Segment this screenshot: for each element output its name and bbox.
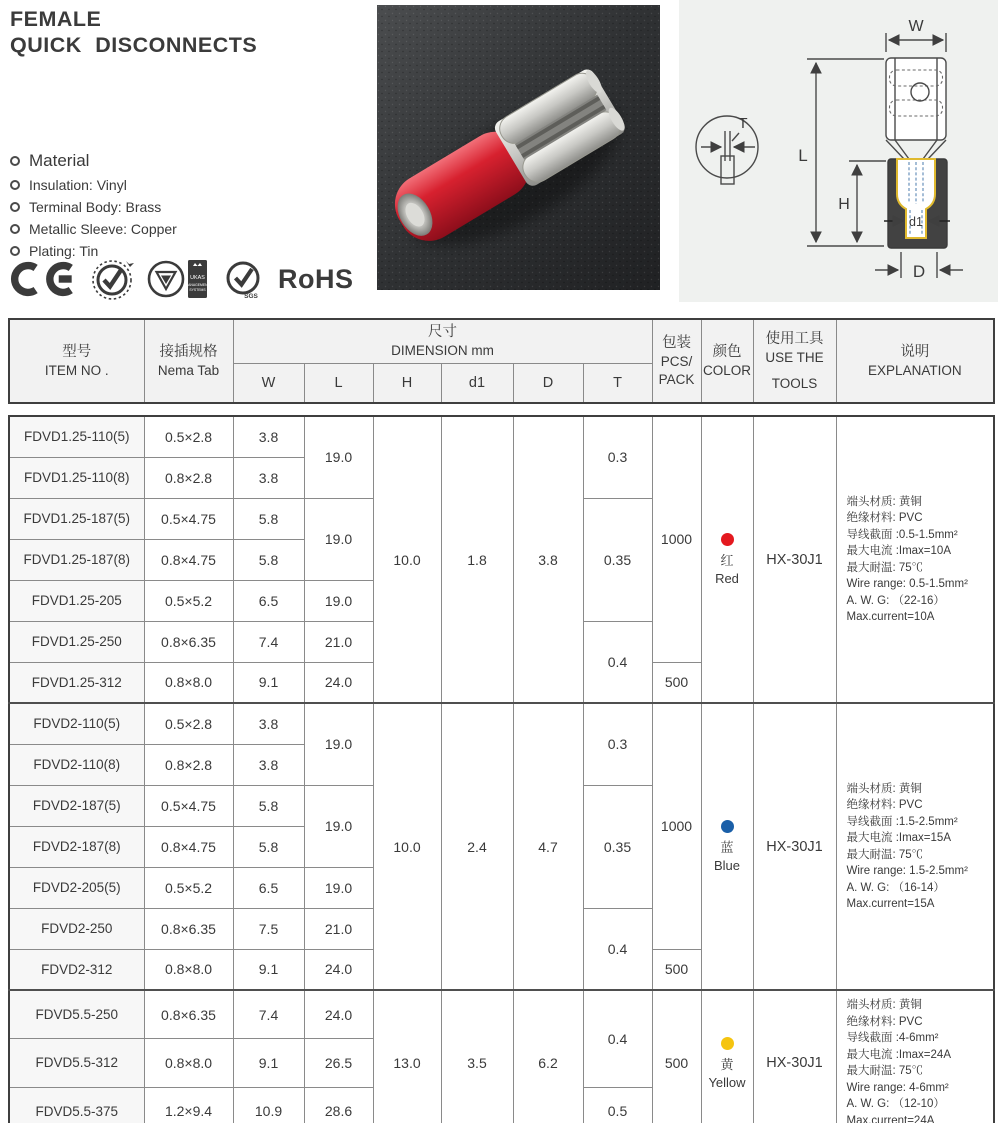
explanation-cell <box>836 703 994 990</box>
dim-w-cell: 7.5 <box>233 908 304 949</box>
dim-l-cell: 19.0 <box>304 867 373 908</box>
iso-ukas-badge-icon <box>146 257 210 301</box>
explanation-line: 端头材质: 黄铜 <box>846 782 922 795</box>
svg-text:UKAS: UKAS <box>190 275 205 281</box>
nema-tab-cell: 0.8×2.8 <box>144 744 233 785</box>
product-photo <box>377 5 660 290</box>
dim-l-cell: 21.0 <box>304 908 373 949</box>
item-no-cell: FDVD2-187(5) <box>9 785 144 826</box>
header-pack-en2: PACK <box>658 371 695 387</box>
nema-tab-cell: 0.8×8.0 <box>144 949 233 990</box>
dim-label-d1: d1 <box>909 215 923 229</box>
item-no-cell: FDVD2-110(5) <box>9 703 144 744</box>
nema-tab-cell: 0.8×8.0 <box>144 662 233 703</box>
dim-l-cell: 28.6 <box>304 1087 373 1123</box>
explanation-line: 最大电流 :Imax=15A <box>846 832 951 844</box>
explanation-line: 端头材质: 黄铜 <box>846 999 922 1011</box>
explanation-line: 导线截面 :1.5-2.5mm² <box>846 815 958 828</box>
color-name-zh: 蓝 <box>720 840 734 855</box>
item-no-cell: FDVD5.5-375 <box>9 1087 144 1123</box>
dim-d-cell: 3.8 <box>513 416 583 703</box>
nema-tab-cell: 1.2×9.4 <box>144 1087 233 1123</box>
col-header-d: D <box>513 363 583 403</box>
explanation-line: 端头材质: 黄铜 <box>846 495 922 508</box>
explanation-line: 绝缘材料: PVC <box>846 799 923 811</box>
nema-tab-cell: 0.8×2.8 <box>144 457 233 498</box>
col-header-t: T <box>583 363 652 403</box>
nema-tab-cell: 0.5×4.75 <box>144 785 233 826</box>
color-dot-icon <box>721 820 734 833</box>
dim-w-cell: 10.9 <box>233 1087 304 1123</box>
dim-h-cell: 10.0 <box>373 703 441 990</box>
list-item <box>10 199 177 215</box>
dim-label-h: H <box>838 196 850 213</box>
dim-w-cell: 5.8 <box>233 539 304 580</box>
header-nema-zh: 接插规格 <box>159 343 218 360</box>
col-header-explanation <box>836 319 994 403</box>
col-header-w: W <box>233 363 304 403</box>
explanation-line: Max.current=10A <box>846 611 935 623</box>
dim-label-t: T <box>738 115 748 132</box>
dim-w-cell: 9.1 <box>233 1039 304 1088</box>
nema-tab-cell: 0.8×6.35 <box>144 621 233 662</box>
header-tools-zh: 使用工具 <box>765 330 824 347</box>
dim-h-cell: 13.0 <box>373 990 441 1123</box>
explanation-line: Wire range: 4-6mm² <box>846 1081 949 1094</box>
svg-text:SGS: SGS <box>244 293 258 300</box>
rohs-label: RoHS <box>278 263 354 294</box>
explanation-line: A. W. G: （22-16） <box>846 594 945 607</box>
dim-l-cell: 26.5 <box>304 1039 373 1088</box>
item-no-cell: FDVD5.5-312 <box>9 1039 144 1088</box>
color-dot-icon <box>721 1037 734 1050</box>
explanation-line: Max.current=24A <box>846 1114 935 1123</box>
item-no-cell: FDVD2-187(8) <box>9 826 144 867</box>
explanation-line: Max.current=15A <box>846 898 935 910</box>
nema-tab-cell: 0.5×5.2 <box>144 867 233 908</box>
dim-l-cell: 24.0 <box>304 662 373 703</box>
dim-l-cell: 19.0 <box>304 498 373 580</box>
explanation-line: 最大电流 :Imax=24A <box>846 1048 951 1061</box>
dim-w-cell: 5.8 <box>233 498 304 539</box>
col-header-l: L <box>304 363 373 403</box>
material-plating: Plating: Tin <box>29 243 99 259</box>
pack-cell: 500 <box>652 662 701 703</box>
header-nema-en: Nema Tab <box>157 362 220 378</box>
explanation-line: 导线截面 :4-6mm² <box>846 1032 939 1044</box>
bullet-icon <box>10 246 20 256</box>
color-name-en: Red <box>715 571 739 586</box>
item-no-cell: FDVD1.25-110(8) <box>9 457 144 498</box>
dim-w-cell: 9.1 <box>233 662 304 703</box>
color-name-zh: 黄 <box>720 1056 734 1072</box>
nema-tab-cell: 0.5×4.75 <box>144 498 233 539</box>
dim-w-cell: 5.8 <box>233 826 304 867</box>
nema-tab-cell: 0.8×6.35 <box>144 990 233 1039</box>
explanation-line: 最大耐温: 75℃ <box>846 561 924 574</box>
dim-t-cell: 0.35 <box>583 785 652 908</box>
dim-t-cell: 0.35 <box>583 498 652 621</box>
pack-cell: 1000 <box>652 416 701 662</box>
tool-cell: HX-30J1 <box>753 703 836 990</box>
dim-t-cell: 0.4 <box>583 908 652 990</box>
dim-w-cell: 7.4 <box>233 621 304 662</box>
materials-list <box>10 151 177 265</box>
col-header-color <box>701 319 753 403</box>
col-header-item-no <box>9 319 144 403</box>
pack-cell: 500 <box>652 990 701 1123</box>
bullet-icon <box>10 224 20 234</box>
pack-cell: 1000 <box>652 703 701 949</box>
tool-cell: HX-30J1 <box>753 990 836 1123</box>
dim-t-cell: 0.4 <box>583 990 652 1087</box>
terminal-photo-illustration <box>377 5 660 290</box>
item-no-cell: FDVD5.5-250 <box>9 990 144 1039</box>
svg-text:SYSTEMS: SYSTEMS <box>189 288 206 292</box>
color-name-zh: 红 <box>720 553 734 568</box>
item-no-cell: FDVD1.25-250 <box>9 621 144 662</box>
dim-w-cell: 9.1 <box>233 949 304 990</box>
nema-tab-cell: 0.5×2.8 <box>144 416 233 457</box>
nema-tab-cell: 0.5×5.2 <box>144 580 233 621</box>
materials-heading: Material <box>29 151 90 170</box>
explanation-line: 导线截面 :0.5-1.5mm² <box>846 528 958 541</box>
dim-d1-cell: 1.8 <box>441 416 513 703</box>
nema-tab-cell: 0.8×4.75 <box>144 826 233 867</box>
explanation-line: A. W. G: （12-10） <box>846 1098 945 1110</box>
spec-table-header <box>8 318 995 404</box>
header-tools-en2: TOOLS <box>771 375 818 391</box>
material-metallic-sleeve: Metallic Sleeve: Copper <box>29 221 177 237</box>
dim-d1-cell: 3.5 <box>441 990 513 1123</box>
dim-w-cell: 3.8 <box>233 744 304 785</box>
item-no-cell: FDVD1.25-187(8) <box>9 539 144 580</box>
explanation-cell <box>836 416 994 703</box>
color-cell <box>701 703 753 990</box>
explanation-line: 绝缘材料: PVC <box>846 512 923 524</box>
dim-l-cell: 21.0 <box>304 621 373 662</box>
item-no-cell: FDVD1.25-205 <box>9 580 144 621</box>
ce-mark-icon <box>6 260 80 298</box>
item-no-cell: FDVD2-312 <box>9 949 144 990</box>
color-cell <box>701 990 753 1123</box>
explanation-line: 最大电流 :Imax=10A <box>846 545 951 557</box>
item-no-cell: FDVD2-110(8) <box>9 744 144 785</box>
certification-row <box>6 257 354 301</box>
spec-table-body-table <box>8 415 995 1123</box>
diagram-drawing <box>679 0 998 302</box>
dim-w-cell: 6.5 <box>233 867 304 908</box>
col-header-d1: d1 <box>441 363 513 403</box>
explanation-cell <box>836 990 994 1123</box>
dim-d1-cell: 2.4 <box>441 703 513 990</box>
nema-tab-cell: 0.8×4.75 <box>144 539 233 580</box>
dim-t-cell: 0.5 <box>583 1087 652 1123</box>
color-dot-icon <box>721 533 734 546</box>
header-dim-zh: 尺寸 <box>428 323 458 340</box>
table-body <box>9 416 994 1123</box>
dim-w-cell: 5.8 <box>233 785 304 826</box>
sgs-badge-icon <box>220 257 266 301</box>
header-expl-en: EXPLANATION <box>868 362 962 378</box>
dim-d-cell: 6.2 <box>513 990 583 1123</box>
header-item-zh: 型号 <box>62 343 92 360</box>
explanation-line: 最大耐温: 75℃ <box>846 848 924 861</box>
material-terminal-body: Terminal Body: Brass <box>29 199 162 215</box>
header-tools-en1: USE THE <box>765 349 824 365</box>
dim-w-cell: 7.4 <box>233 990 304 1039</box>
tool-cell: HX-30J1 <box>753 416 836 703</box>
dim-label-d: D <box>912 262 926 281</box>
header-color-en: COLOR <box>703 362 752 378</box>
col-header-tools <box>753 319 836 403</box>
list-item <box>10 151 177 171</box>
header-pack-zh: 包装 <box>662 334 692 351</box>
color-cell <box>701 416 753 703</box>
col-header-h: H <box>373 363 441 403</box>
dim-l-cell: 24.0 <box>304 949 373 990</box>
explanation-line: Wire range: 0.5-1.5mm² <box>846 578 968 590</box>
title-line2: QUICK DISCONNECTS <box>10 33 258 57</box>
dim-label-l: L <box>798 146 808 165</box>
dim-t-cell: 0.3 <box>583 703 652 785</box>
color-name-en: Yellow <box>708 1074 746 1090</box>
dim-w-cell: 3.8 <box>233 703 304 744</box>
bullet-icon <box>10 180 20 190</box>
quality-check-badge-icon <box>90 257 136 301</box>
dim-t-cell: 0.3 <box>583 416 652 498</box>
item-no-cell: FDVD2-250 <box>9 908 144 949</box>
col-header-dimension <box>233 319 652 363</box>
dim-d-cell: 4.7 <box>513 703 583 990</box>
nema-tab-cell: 0.5×2.8 <box>144 703 233 744</box>
explanation-line: A. W. G: （16-14） <box>846 881 945 894</box>
item-no-cell: FDVD1.25-187(5) <box>9 498 144 539</box>
bullet-icon <box>10 156 20 166</box>
item-no-cell: FDVD1.25-110(5) <box>9 416 144 457</box>
dim-w-cell: 6.5 <box>233 580 304 621</box>
pack-cell: 500 <box>652 949 701 990</box>
dim-w-cell: 3.8 <box>233 457 304 498</box>
dim-l-cell: 19.0 <box>304 416 373 498</box>
col-header-nema-tab <box>144 319 233 403</box>
explanation-line: 最大耐温: 75℃ <box>846 1065 924 1077</box>
header-dim-en: DIMENSION mm <box>391 342 494 358</box>
nema-tab-cell: 0.8×6.35 <box>144 908 233 949</box>
list-item <box>10 177 177 193</box>
color-name-en: Blue <box>713 858 741 873</box>
dim-h-cell: 10.0 <box>373 416 441 703</box>
explanation-line: 绝缘材料: PVC <box>846 1015 923 1028</box>
header-expl-zh: 说明 <box>900 343 930 360</box>
list-item <box>10 221 177 237</box>
svg-text:MANAGEMENT: MANAGEMENT <box>185 283 210 287</box>
dim-label-w: W <box>908 18 924 35</box>
dim-l-cell: 19.0 <box>304 703 373 785</box>
header-color-zh: 颜色 <box>712 343 742 360</box>
title-line1: FEMALE <box>10 7 102 31</box>
dim-w-cell: 3.8 <box>233 416 304 457</box>
item-no-cell: FDVD1.25-312 <box>9 662 144 703</box>
dimension-diagram <box>679 0 998 302</box>
page-title <box>10 6 257 58</box>
spec-table <box>8 318 993 1123</box>
col-header-pack <box>652 319 701 403</box>
bullet-icon <box>10 202 20 212</box>
nema-tab-cell: 0.8×8.0 <box>144 1039 233 1088</box>
material-insulation: Insulation: Vinyl <box>29 177 127 193</box>
header-pack-en1: PCS/ <box>660 353 693 369</box>
dim-l-cell: 19.0 <box>304 580 373 621</box>
dim-l-cell: 24.0 <box>304 990 373 1039</box>
item-no-cell: FDVD2-205(5) <box>9 867 144 908</box>
dim-t-cell: 0.4 <box>583 621 652 703</box>
explanation-line: Wire range: 1.5-2.5mm² <box>846 865 968 877</box>
header-item-en: ITEM NO . <box>44 362 109 378</box>
dim-l-cell: 19.0 <box>304 785 373 867</box>
